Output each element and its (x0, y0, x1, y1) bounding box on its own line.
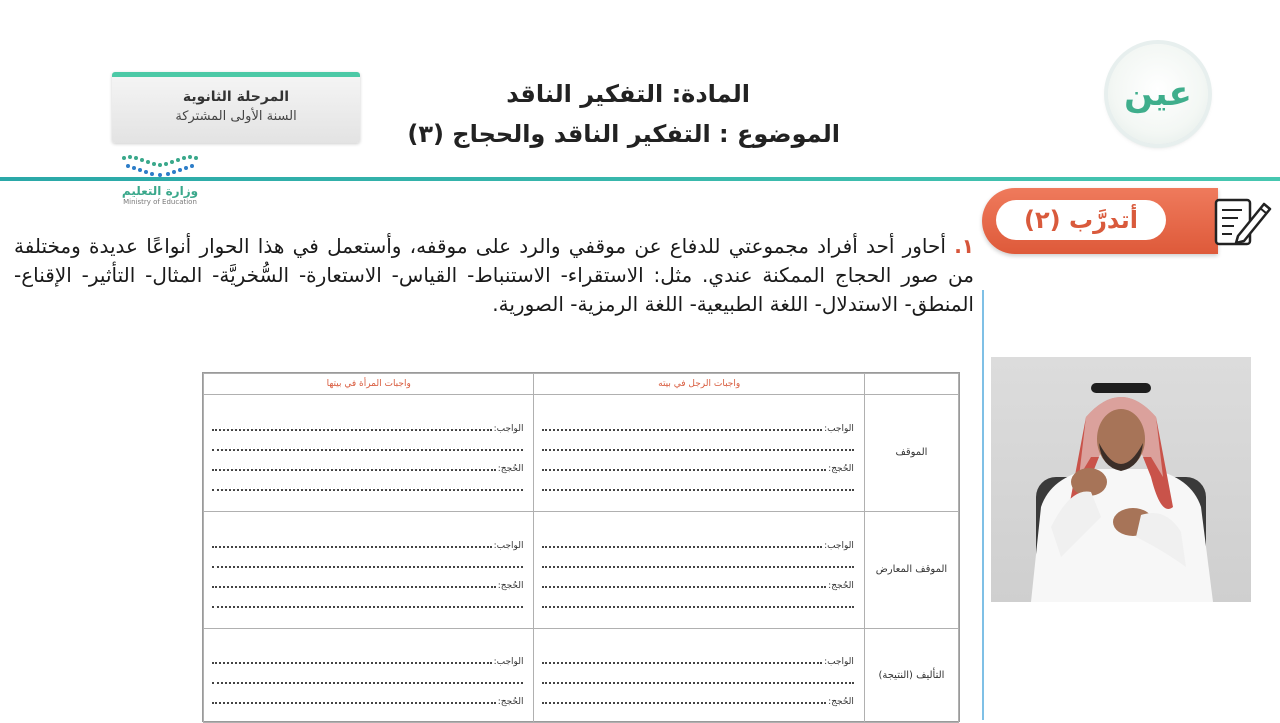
argument-label: الحُجج: (828, 696, 854, 707)
argument-label: الحُجج: (497, 464, 524, 474)
presenter-video (991, 357, 1251, 602)
pencil-paper-icon (1212, 196, 1274, 248)
table-row (204, 512, 959, 629)
column-header-empty (864, 374, 958, 395)
stage-title: المرحلة الثانوية (182, 89, 290, 105)
ministry-name-ar: وزارة التعليم (121, 184, 199, 198)
logo-text: عين (1124, 74, 1192, 114)
answer-cell[interactable] (534, 512, 864, 629)
answer-cell[interactable] (534, 395, 864, 512)
header-separator (0, 177, 1280, 181)
question-body: أحاور أحد أفراد مجموعتي للدفاع عن موقفي والرد على موقفه، وأستعمل في هذا الحوار أنواعًا عديدة ومختلفة من صور الحجاج الممكنة عندي. مثل: الاستقراء- الاستنباط- القياس- الاستعارة- السُّخريَّة- المثال- التأثير- الإقناع- المنطق- الاستدلال- اللغة الطبيعية- اللغة الرمزية- الصورية. (14, 234, 974, 316)
answer-cell[interactable] (204, 395, 534, 512)
column-header-woman-duties: واجبات المرأة في بيتها (204, 374, 534, 395)
duty-label: الواجب: (493, 424, 524, 434)
stage-subtitle: السنة الأولى المشتركة (175, 109, 297, 124)
argument-label: الحُجج: (497, 696, 524, 707)
duty-label: الواجب: (824, 424, 854, 434)
duty-label: الواجب: (824, 541, 854, 551)
row-head-position: الموقف (864, 395, 958, 512)
ministry-logo (110, 152, 210, 222)
table-header-row (204, 374, 959, 395)
practice-label: أتدرَّب (٢) (996, 200, 1166, 240)
margin-guide-line (982, 290, 984, 720)
stage-info-box (112, 72, 360, 143)
duty-label: الواجب: (493, 541, 524, 551)
row-head-opposing: الموقف المعارض (864, 512, 958, 629)
question-number: ١. (954, 234, 975, 258)
worksheet-table (202, 372, 960, 722)
answer-cell[interactable] (534, 629, 864, 723)
column-header-man-duties: واجبات الرجل في بيته (534, 374, 864, 395)
argument-label: الحُجج: (828, 581, 854, 591)
answer-cell[interactable] (204, 629, 534, 723)
subject-title: المادة: التفكير الناقد (506, 80, 750, 108)
table-row (204, 629, 959, 723)
question-text (14, 232, 974, 319)
presenter-illustration (991, 357, 1251, 602)
ein-logo (1108, 44, 1208, 144)
argument-label: الحُجج: (828, 464, 854, 474)
duty-label: الواجب: (824, 656, 854, 667)
table-row (204, 395, 959, 512)
row-head-synthesis: التأليف (النتيجة) (864, 629, 958, 723)
answer-cell[interactable] (204, 512, 534, 629)
argument-label: الحُجج: (497, 581, 524, 591)
duty-label: الواجب: (493, 656, 524, 667)
ministry-name-en: Ministry of Education (123, 198, 197, 206)
topic-title: الموضوع : التفكير الناقد والحجاج (٣) (407, 120, 840, 148)
